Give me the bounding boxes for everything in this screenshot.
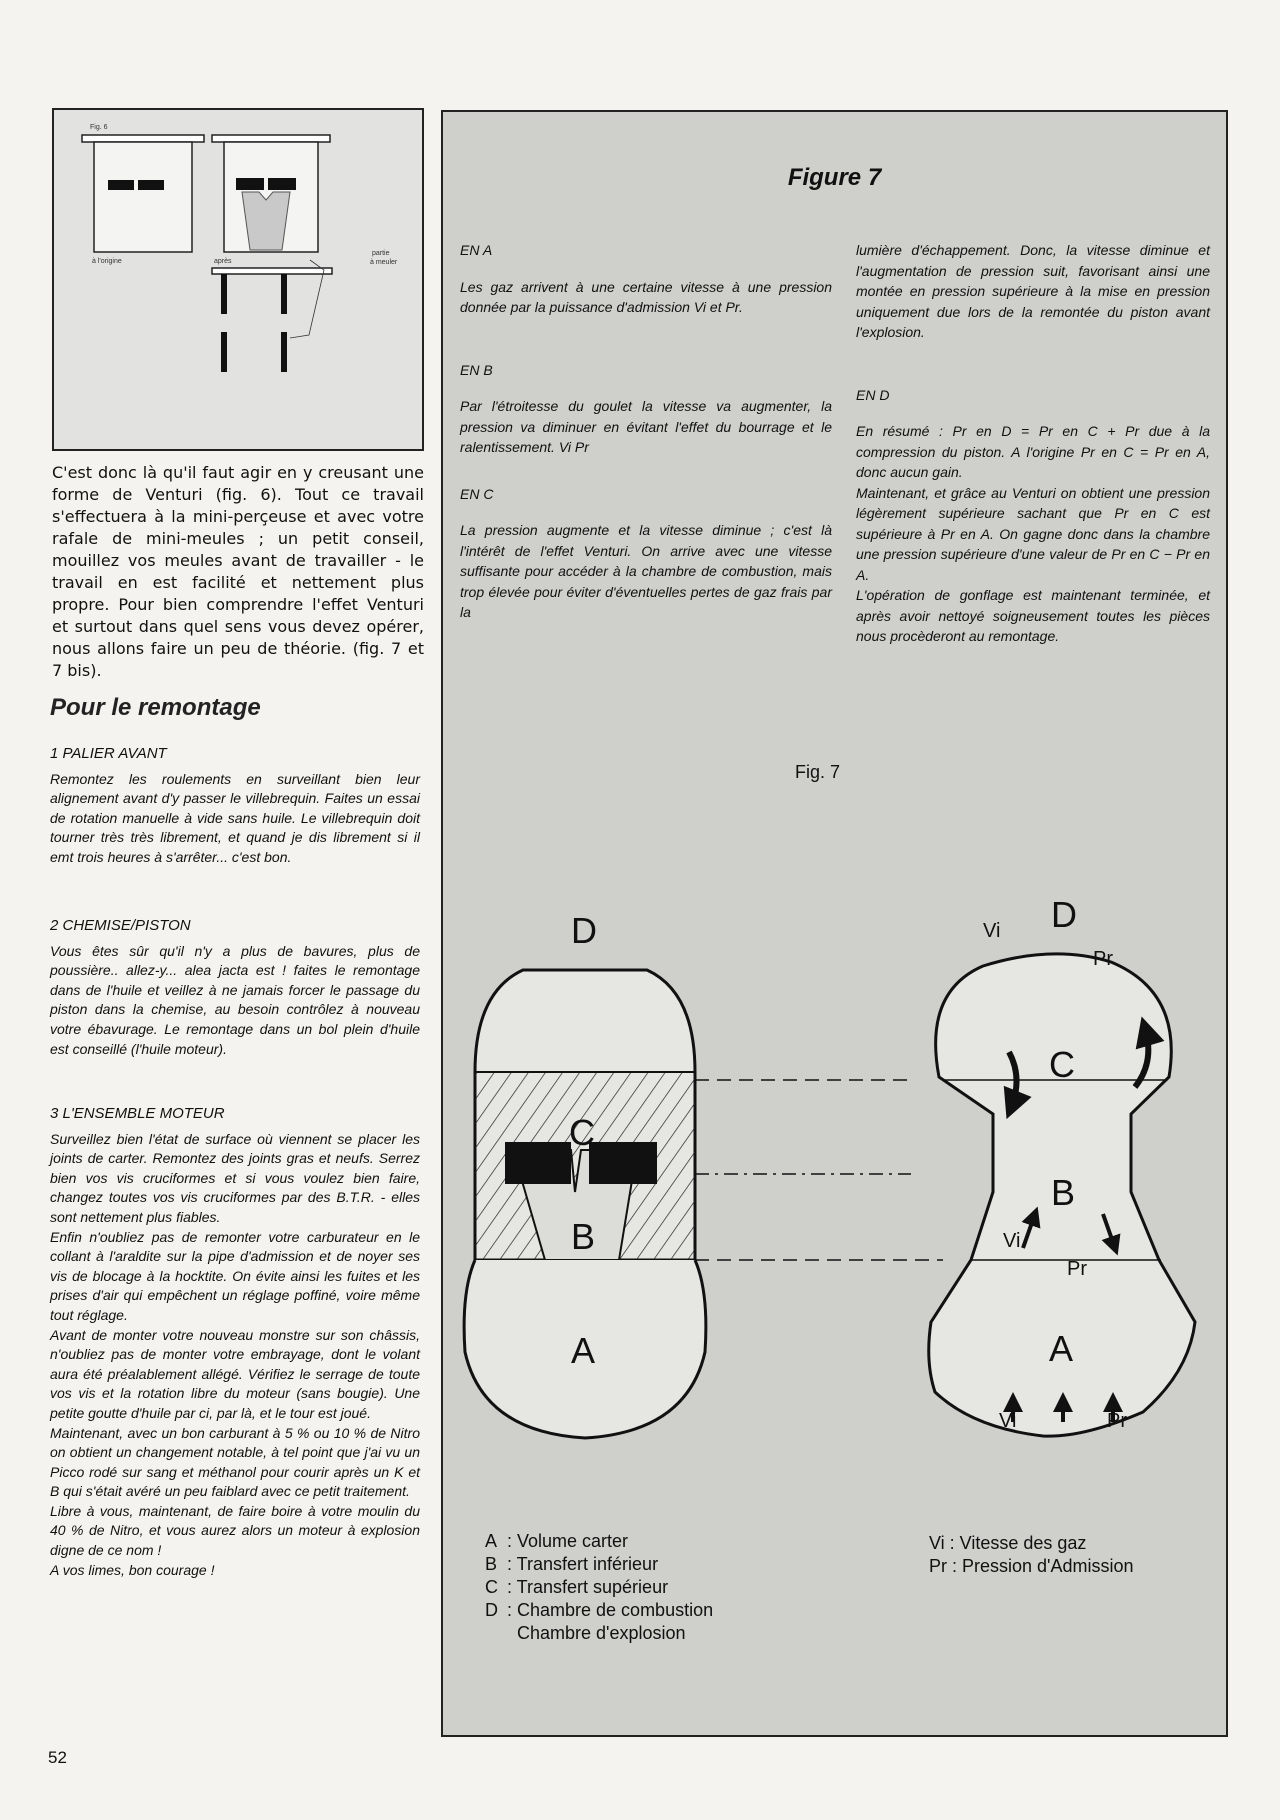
section-title: Pour le remontage: [50, 694, 261, 721]
section-paragraph: Libre à vous, maintenant, de faire boire à votre moulin du 40 % de Nitro, et vous aurez alors un moteur à explosion digne de ce nom !: [50, 1502, 420, 1559]
legend-text: : Transfert supérieur: [507, 1577, 669, 1597]
page-number: 52: [48, 1748, 67, 1767]
right-label-d: D: [1051, 894, 1077, 935]
legend-right: [929, 1532, 1134, 1578]
intro-paragraph: [52, 462, 424, 682]
fig-7-label: Fig. 7: [795, 762, 841, 782]
figure-7-right-column: [856, 240, 1210, 647]
section-paragraph: Vous êtes sûr qu'il n'y a plus de bavures, plus de poussière.. allez-y... alea jacta est ! faites le remontage dans de l'huile et veillez à ne jamais forcer le passage du piston dans la chemise, au besoin contrôlez à nouveau votre ébavurage. Le remontage dans un bol plein d'huile est conseillé (l'huile moteur).: [50, 942, 420, 1057]
left-label-a: A: [571, 1330, 596, 1371]
legend-text: : Transfert inférieur: [507, 1554, 659, 1574]
legend-row: Pr : Pression d'Admission: [929, 1556, 1134, 1576]
section-paragraph: Maintenant, avec un bon carburant à 5 % ou 10 % de Nitro on obtient un changement notable, à tel point que j'ai vu un Picco rodé sur sang et méthanol pour courir après un K et B qui s'était avéré un peu faiblard avec ce petit traitement.: [50, 1424, 420, 1500]
intro-text: C'est donc là qu'il faut agir en y creusant une forme de Venturi (fig. 6). Tout ce travail s'effectuera à la mini-perçeuse et avec votre rafale de mini-meules ; un petit conseil, mouillez vos meules avant de travailler - le travail en est facilité et nettement plus propre. Pour bien comprendre l'effet Venturi et surtout dans quel sens vous devez opérer, nous allons faire un peu de théorie. (fig. 7 et 7 bis).: [52, 463, 424, 680]
fig6-drawing: [54, 110, 422, 449]
legend-text: : Chambre de combustion: [507, 1600, 714, 1620]
en-a-label: EN A: [460, 242, 493, 258]
legend-text: : Volume carter: [507, 1531, 629, 1551]
en-d-paragraph: Maintenant, et grâce au Venturi on obtient une pression légèrement supérieure sachant que Pr en C est supérieure à Pr en A. On gagne donc dans la chambre une pression supérieure d'une valeur de Pr en C − Pr en A.: [856, 484, 1210, 583]
pr-label-bottom: Pr: [1107, 1410, 1127, 1432]
section-paragraph: A vos limes, bon courage !: [50, 1561, 215, 1578]
section-heading: 2 CHEMISE/PISTON: [50, 917, 191, 934]
legend-row: [485, 1553, 713, 1576]
right-label-b: B: [1051, 1172, 1076, 1213]
left-label-d: D: [571, 910, 597, 951]
legend-key: D: [485, 1600, 498, 1620]
section-chemise-piston: [50, 916, 420, 1059]
fig6-label-origine: à l'origine: [92, 258, 122, 265]
section-paragraph: Remontez les roulements en surveillant bien leur alignement avant d'y passer le villebrequin. Faites un essai de rotation manuelle à vide sans huile. Le villebrequin doit tourner très très librement, et quand je dis librement si il emt trois heures à s'arrêter... c'est bon.: [50, 770, 420, 865]
fig6-label-a-meuler: à meuler: [370, 259, 398, 266]
legend-row: [485, 1530, 713, 1553]
vi-label-top: Vi: [983, 920, 1001, 942]
en-b-text: Par l'étroitesse du goulet la vitesse va augmenter, la pression va diminuer en évitant l'effet du bourrage et le ralentissement. Vi Pr: [460, 398, 832, 455]
legend-key: C: [485, 1577, 498, 1597]
section-paragraph: Surveillez bien l'état de surface où viennent se placer les joints de carter. Remontez des joints gras et neufs. Serrez bien vos vis cruciformes et si vous voulez bien faire, changez toutes vos vis cruciformes par des B.T.R. - elles sont nettement plus fiables.: [50, 1130, 420, 1225]
right-label-a: A: [1049, 1328, 1074, 1369]
legend-left: [485, 1530, 713, 1645]
en-b-label: EN B: [460, 361, 493, 378]
vi-label-bottom: Vi: [999, 1410, 1017, 1432]
figure-7: [441, 110, 1228, 1737]
legend-row: Vi : Vitesse des gaz: [929, 1533, 1087, 1553]
fig6-label-partie: partie: [372, 250, 390, 257]
en-d-paragraph: L'opération de gonflage est maintenant terminée, et après avoir nettoyé soigneusement toutes les pièces nous procèderont au remontage.: [856, 587, 1210, 644]
section-paragraph: Avant de monter votre nouveau monstre sur son châssis, n'oubliez pas de monter votre embrayage, dont le volant aura été préalablement allégé. Vérifiez le serrage de toute vos vis et la rotation libre du moteur (sans bougie). Une petite goutte d'huile par ci, par là, et le tour est joué.: [50, 1326, 420, 1421]
transfer-port-right: [589, 1142, 657, 1184]
vi-label-mid: Vi: [1003, 1230, 1021, 1252]
en-d-paragraph: En résumé : Pr en D = Pr en C + Pr due à la compression du piston. A l'origine Pr en C = Pr en A, donc aucun gain.: [856, 423, 1210, 480]
section-palier-avant: [50, 744, 420, 868]
legend-key: A: [485, 1531, 498, 1551]
section-ensemble-moteur: [50, 1104, 420, 1580]
left-label-c: C: [569, 1112, 595, 1153]
en-d-label: EN D: [856, 386, 890, 403]
legend-key: B: [485, 1554, 498, 1574]
section-heading: 3 L'ENSEMBLE MOTEUR: [50, 1105, 225, 1122]
pr-label-top: Pr: [1093, 948, 1113, 970]
en-a-text: Les gaz arrivent à une certaine vitesse à une pression donnée par la puissance d'admission Vi et Pr.: [460, 278, 832, 315]
left-label-b: B: [571, 1216, 596, 1257]
figure-7-title: Figure 7: [787, 164, 882, 191]
figure-6: [52, 108, 424, 451]
en-c-text: La pression augmente et la vitesse diminue ; c'est là l'intérêt de l'effet Venturi. On arrive avec une vitesse suffisante pour accéder à la chambre de combustion, mais trop élevée pour éviter d'éventuelles pertes de gaz frais par la: [460, 522, 832, 620]
pr-label-mid: Pr: [1067, 1258, 1087, 1280]
section-heading: 1 PALIER AVANT: [50, 745, 167, 762]
right-continuation: lumière d'échappement. Donc, la vitesse diminue et l'augmentation de pression suit, favorisant ainsi une montée en pression supérieure à la mise en pression uniquement due lors de la remontée du piston avant l'explosion.: [856, 242, 1210, 340]
legend-extra: Chambre d'explosion: [517, 1623, 686, 1643]
fig6-label-apres: après: [214, 258, 232, 265]
section-paragraph: Enfin n'oubliez pas de remonter votre carburateur en le collant à l'araldite sur la pipe d'admission et de noyer ses vis de blocage à la hocktite. On évite ainsi les fuites et les prises d'air qui empêchent un réglage poffiné, voire même tout réglage.: [50, 1228, 420, 1323]
en-c-label: EN C: [460, 485, 494, 502]
legend-row: [485, 1576, 713, 1599]
fig6-label: Fig. 6: [90, 124, 108, 131]
figure-7-left-column: [460, 240, 832, 623]
transfer-port-left: [505, 1142, 571, 1184]
legend-row: [485, 1599, 713, 1622]
right-label-c: C: [1049, 1044, 1075, 1085]
